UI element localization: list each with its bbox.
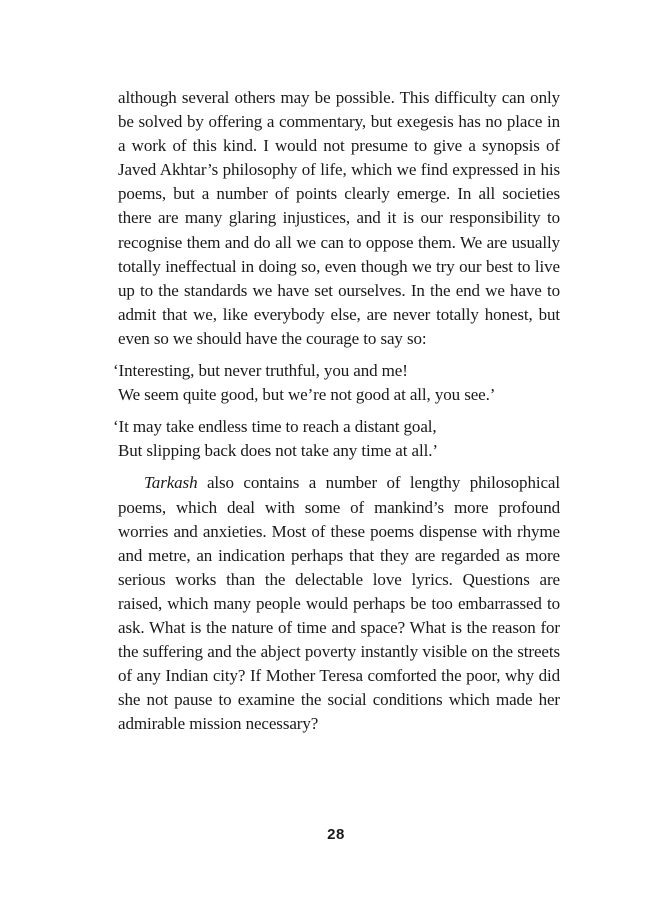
body-text [113, 86, 560, 736]
paragraph-text: also contains a number of lengthy philosophical poems, which deal with some of mankind’s more profound worries and anxieties. Most of these poems dispense with rhyme and metre, an indication perhaps that they are regarded as more serious works than the delectable love lyrics. Questions are raised, which many people would perhaps be too embarrassed to ask. What is the nature of time and space? What is the reason for the suffering and the abject poverty instantly visible on the streets of any Indian city? If Mother Teresa comforted the poor, why did she not pause to examine the social conditions which made her admirable mission necessary? [118, 473, 560, 734]
verse-line: We seem quite good, but we’re not good at all, you see.’ [118, 385, 496, 405]
verse-couplet-1 [113, 359, 560, 407]
paragraph-continued: although several others may be possible. This difficulty can only be solved by offering a commentary, but exegesis has no place in a work of this kind. I would not presume to give a synopsis of Javed Akhtar’s philosophy of life, which we find expressed in his poems, but a number of points clearly emerge. In all societies there are many glaring injustices, and it is our responsibility to recognise them and do all we can to oppose them. We are usually totally ineffectual in doing so, even though we try our best to live up to the standards we have set ourselves. In the end we have to admit that we, like everybody else, are never totally honest, but even so we should have the courage to say so: [118, 88, 560, 348]
verse-line: ‘Interesting, but never truthful, you and me! [113, 361, 408, 381]
page-number: 28 [327, 826, 345, 843]
verse-line: ‘It may take endless time to reach a distant goal, [113, 417, 437, 437]
book-title: Tarkash [144, 473, 198, 493]
verse-line: But slipping back does not take any time at all.’ [118, 441, 438, 461]
verse-couplet-2 [113, 415, 560, 463]
paragraph-tarkash [118, 471, 560, 736]
